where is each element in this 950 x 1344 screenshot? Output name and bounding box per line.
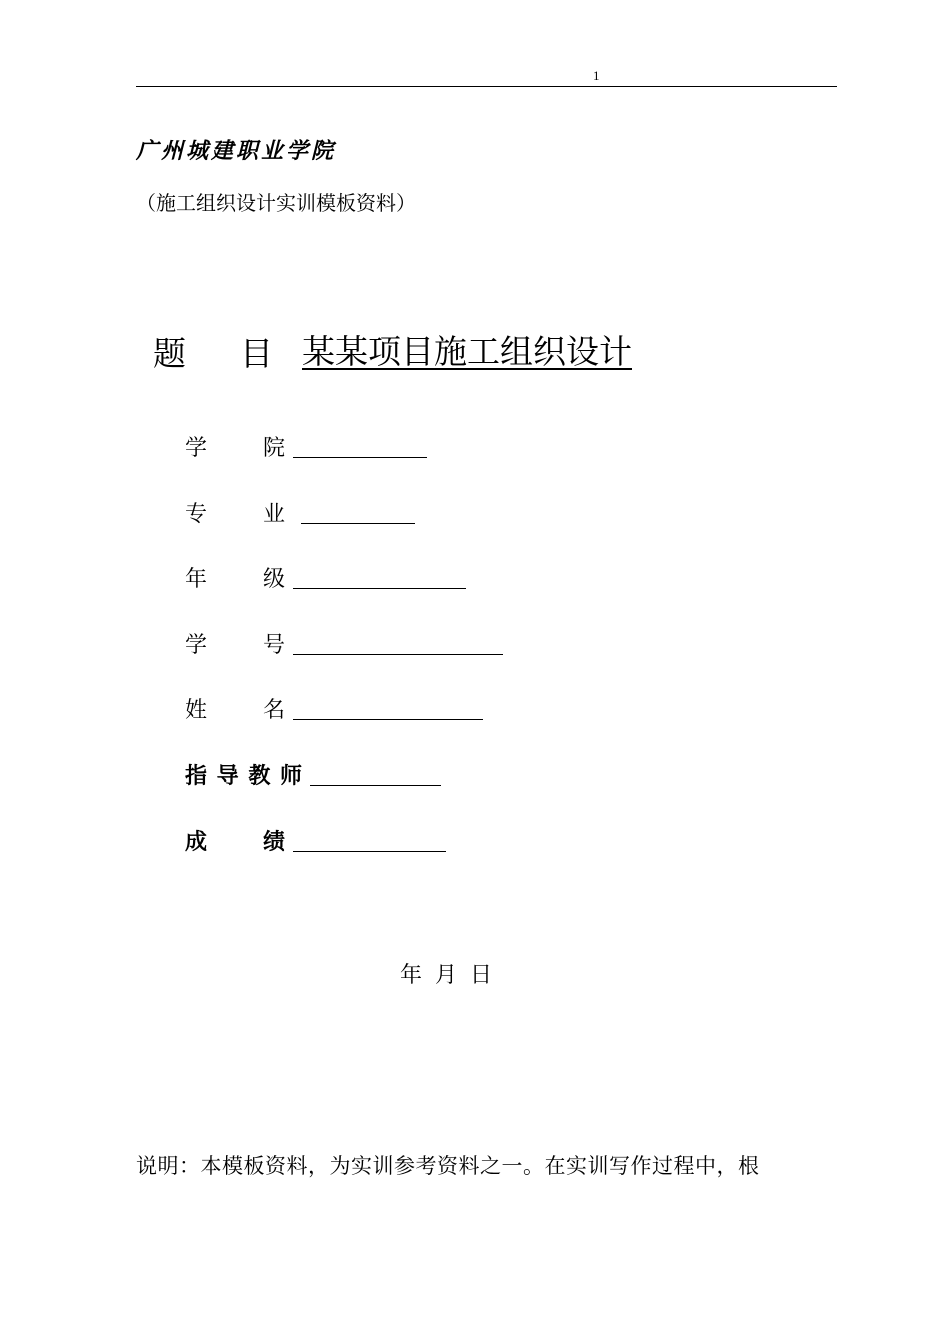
field-label-char: 成: [185, 830, 208, 855]
field-major: [185, 498, 415, 528]
field-label: [185, 628, 285, 659]
fill-in-line[interactable]: [293, 587, 466, 589]
field-label: [185, 693, 285, 724]
explanatory-note: 说明：本模板资料，为实训参考资料之一。在实训写作过程中，根: [136, 1154, 760, 1178]
document-subtitle: （施工组织设计实训模板资料）: [136, 191, 416, 215]
field-name: [185, 694, 483, 724]
title-label: [153, 328, 273, 375]
field-score: [185, 826, 446, 856]
fill-in-line[interactable]: [293, 850, 446, 852]
page-number: 1: [593, 68, 600, 83]
field-label-char: 师: [279, 764, 302, 789]
field-label-char: 号: [262, 633, 285, 658]
fill-in-line[interactable]: [293, 456, 427, 458]
field-label-char: 导: [216, 764, 239, 789]
title-label-char: 题: [153, 334, 186, 373]
field-label-char: 名: [262, 698, 285, 723]
field-label-char: 教: [248, 764, 271, 789]
field-label: [185, 825, 285, 856]
field-label-char: 业: [262, 502, 285, 527]
field-label: [185, 497, 285, 528]
field-label-char: 年: [185, 567, 208, 592]
school-name: 广州城建职业学院: [136, 139, 337, 164]
field-label-char: 学: [185, 436, 208, 461]
project-title: 某某项目施工组织设计: [302, 332, 632, 371]
field-grade: [185, 563, 466, 593]
field-label: [185, 759, 302, 790]
field-label: [185, 562, 285, 593]
date-line: 年 月 日: [400, 963, 492, 988]
title-label-char: 目: [240, 334, 273, 373]
fill-in-line[interactable]: [310, 784, 441, 786]
field-student-id: [185, 629, 503, 659]
field-label: [185, 431, 285, 462]
fill-in-line[interactable]: [293, 718, 483, 720]
fill-in-line[interactable]: [301, 522, 415, 524]
field-label-char: 学: [185, 633, 208, 658]
field-label-char: 专: [185, 502, 208, 527]
field-label-char: 绩: [262, 830, 285, 855]
field-label-char: 院: [262, 436, 285, 461]
field-college: [185, 432, 427, 462]
field-label-char: 指: [185, 764, 208, 789]
field-label-char: 姓: [185, 698, 208, 723]
field-label-char: 级: [262, 567, 285, 592]
header-rule: [136, 86, 837, 87]
field-instructor: [185, 760, 441, 790]
fill-in-line[interactable]: [293, 653, 503, 655]
